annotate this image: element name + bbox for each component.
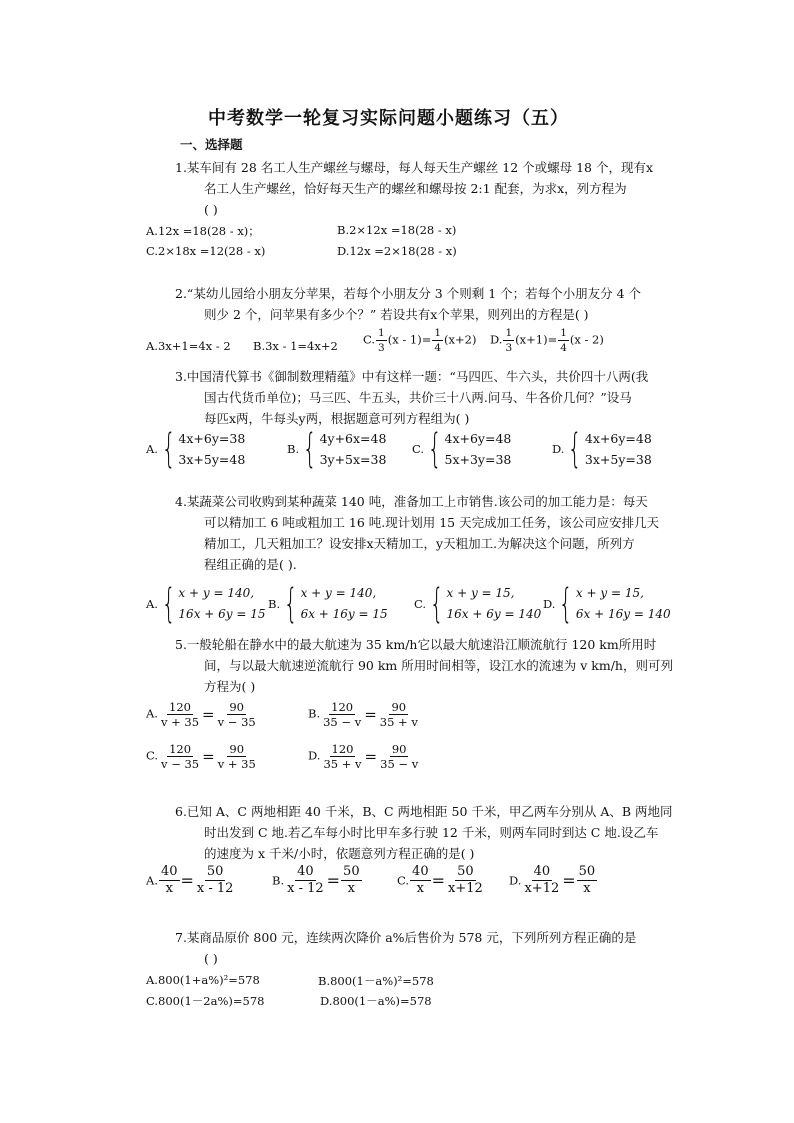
q5-option-a: A. $\frac{120}{v + 35}$ = $\frac{90}{v - 35}$ bbox=[146, 700, 256, 729]
section-heading: 一、选择题 bbox=[180, 137, 243, 152]
q3-line-1: 3.中国清代算书《御制数理精蕴》中有这样一题：“马四匹、牛六头，共价四十八两(我 bbox=[175, 369, 649, 384]
q6-option-b: B. $\frac{40}{x - 12}$ = $\frac{50}{x}$ bbox=[272, 864, 360, 896]
q3-line-2: 国古代货币单位)；马三匹、牛五头，共价三十八两.问马、牛各价几何？”设马 bbox=[204, 390, 632, 405]
q5-option-b: B. $\frac{120}{35 - v}$ = $\frac{90}{35 + v}$ bbox=[308, 700, 418, 729]
q7-option-a: A.800(1+a%)²=578 bbox=[146, 973, 260, 987]
q7-line-2: ( ) bbox=[204, 951, 218, 966]
q6-c-frac-2: $\frac{50}{x+12}$ bbox=[448, 864, 483, 896]
q3-d-eq-1: 4x+6y=48 bbox=[584, 431, 652, 446]
q3-option-d: D. { 4x+6y=48 3x+5y=38 bbox=[552, 426, 652, 472]
q3-option-c: C. { 4x+6y=48 5x+3y=38 bbox=[412, 426, 512, 472]
q3-b-eq-2: 3y+5x=38 bbox=[319, 452, 387, 467]
q5-line-2: 间，与以最大航速逆流航行 90 km 所用时间相等，设江水的流速为 v km/h，则可列 bbox=[204, 658, 673, 673]
q2-d-mid: (x+1)= bbox=[515, 332, 558, 347]
q1-line-2: 名工人生产螺丝，恰好每天生产的螺丝和螺母按 2:1 配套，为求x，列方程为 bbox=[204, 181, 627, 196]
q3-option-b: B. { 4y+6x=48 3y+5x=38 bbox=[287, 426, 387, 472]
q5-b-frac-2: $\frac{90}{35 + v}$ bbox=[379, 700, 418, 729]
q5-a-frac-1: $\frac{120}{v + 35}$ bbox=[160, 700, 200, 729]
q2-d-frac-1: $\frac{1}{3}$ bbox=[505, 327, 513, 354]
q3-a-eq-2: 3x+5y=48 bbox=[178, 452, 246, 467]
q1-line-1: 1.某车间有 28 名工人生产螺丝与螺母，每人每天生产螺丝 12 个或螺母 18 个，现有x bbox=[175, 160, 654, 175]
q2-c-label: C. bbox=[363, 332, 376, 347]
q2-c-mid: (x - 1)= bbox=[387, 332, 432, 347]
q4-option-b: B. { x + y = 140, 6x + 16y = 15 bbox=[268, 581, 388, 627]
q4-option-d: D. { x + y = 15, 6x + 16y = 140 bbox=[543, 581, 671, 627]
q6-option-c: C. $\frac{40}{x}$ = $\frac{50}{x+12}$ bbox=[397, 864, 483, 896]
q2-c-tail: (x+2) bbox=[444, 332, 477, 347]
q3-d-eq-2: 3x+5y=38 bbox=[584, 452, 652, 467]
q2-line-1: 2.“某幼儿园给小朋友分苹果，若每个小朋友分 3 个则剩 1 个；若每个小朋友分 4 个 bbox=[175, 286, 642, 301]
q2-c-frac-2: $\frac{1}{4}$ bbox=[434, 327, 442, 354]
q3-b-eq-1: 4y+6x=48 bbox=[319, 431, 387, 446]
q1-line-3: ( ) bbox=[204, 202, 218, 217]
q5-option-d: D. $\frac{120}{35 + v}$ = $\frac{90}{35 - v}$ bbox=[308, 742, 419, 771]
q3-a-eq-1: 4x+6y=38 bbox=[178, 431, 246, 446]
q7-line-1: 7.某商品原价 800 元，连续两次降价 a%后售价为 578 元，下列所列方程正确的是 bbox=[175, 930, 637, 945]
q3-line-3: 每匹x两，牛每头y两，根据题意可列方程组为( ) bbox=[204, 411, 470, 426]
q4-line-3: 精加工，几天粗加工？设安排x天精加工，y天粗加工.为解决这个问题，所列方 bbox=[204, 536, 635, 551]
q2-option-c bbox=[363, 326, 476, 355]
q1-option-c: C.2×18x =12(28 - x) bbox=[146, 244, 266, 258]
q4-line-1: 4.某蔬菜公司收购到某种蔬菜 140 吨，准备加工上市销售.该公司的加工能力是：每天 bbox=[175, 494, 648, 509]
q2-line-2: 则少 2 个，问苹果有多少个？” 若设共有x个苹果，则列出的方程是( ) bbox=[204, 307, 589, 322]
q2-option-a: A.3x+1=4x - 2 bbox=[146, 339, 231, 353]
q6-a-frac-1: $\frac{40}{x}$ bbox=[160, 864, 178, 896]
q7-option-b: B.800(1－a%)²=578 bbox=[318, 974, 434, 988]
q6-c-frac-1: $\frac{40}{x}$ bbox=[412, 864, 429, 896]
q5-option-c: C. $\frac{120}{v - 35}$ = $\frac{90}{v + 35}$ bbox=[146, 742, 256, 771]
q4-option-a: A. { x + y = 140, 16x + 6y = 15 bbox=[146, 581, 266, 627]
q4-c-eq-1: x + y = 15, bbox=[446, 586, 515, 600]
q2-c-frac-1: $\frac{1}{3}$ bbox=[378, 327, 385, 354]
q2-d-tail: (x - 2) bbox=[569, 332, 604, 347]
q5-line-1: 5.一般轮船在静水中的最大航速为 35 km/h它以最大航速沿江顺流航行 120 km所用时 bbox=[175, 637, 657, 652]
q6-b-frac-1: $\frac{40}{x - 12}$ bbox=[287, 864, 324, 896]
q5-c-frac-2: $\frac{90}{v + 35}$ bbox=[217, 742, 256, 771]
q6-b-frac-2: $\frac{50}{x}$ bbox=[343, 864, 360, 896]
q5-line-3: 方程为( ) bbox=[204, 679, 256, 694]
q4-d-eq-1: x + y = 15, bbox=[575, 586, 644, 600]
q6-a-frac-2: $\frac{50}{x - 12}$ bbox=[196, 864, 234, 896]
q5-c-frac-1: $\frac{120}{v - 35}$ bbox=[161, 742, 200, 771]
q5-b-frac-1: $\frac{120}{35 - v}$ bbox=[323, 700, 362, 729]
q2-d-frac-2: $\frac{1}{4}$ bbox=[560, 327, 567, 354]
q5-d-frac-1: $\frac{120}{35 + v}$ bbox=[323, 742, 362, 771]
q5-a-frac-2: $\frac{90}{v - 35}$ bbox=[217, 700, 256, 729]
q3-option-a: A. { 4x+6y=38 3x+5y=48 bbox=[146, 426, 246, 472]
q1-option-d: D.12x =2×18(28 - x) bbox=[337, 244, 457, 258]
q4-a-eq-1: x + y = 140, bbox=[178, 586, 255, 600]
q4-b-eq-2: 6x + 16y = 15 bbox=[300, 607, 388, 621]
page-title: 中考数学一轮复习实际问题小题练习（五） bbox=[208, 108, 569, 129]
q6-d-frac-1: $\frac{40}{x+12}$ bbox=[524, 864, 560, 896]
q4-line-4: 程组正确的是( ). bbox=[204, 557, 297, 572]
q1-option-a: A.12x =18(28 - x)； bbox=[146, 224, 260, 238]
q4-a-eq-2: 16x + 6y = 15 bbox=[178, 607, 266, 621]
q2-option-b: B.3x - 1=4x+2 bbox=[253, 339, 338, 353]
q6-line-3: 的速度为 x 千米/小时，依题意列方程正确的是( ) bbox=[204, 846, 475, 861]
q6-line-1: 6.已知 A、C 两地相距 40 千米，B、C 两地相距 50 千米，甲乙两车分别从 A、B 两地同 bbox=[175, 804, 673, 819]
q7-option-c: C.800(1－2a%)=578 bbox=[146, 994, 265, 1008]
q2-option-d bbox=[490, 326, 604, 355]
q5-d-frac-2: $\frac{90}{35 - v}$ bbox=[380, 742, 419, 771]
q6-d-frac-2: $\frac{50}{x}$ bbox=[578, 864, 596, 896]
q3-c-eq-2: 5x+3y=38 bbox=[444, 452, 512, 467]
q4-option-c: C. { x + y = 15, 16x + 6y = 140 bbox=[414, 581, 542, 627]
q6-option-d: D. $\frac{40}{x+12}$ = $\frac{50}{x}$ bbox=[509, 864, 596, 896]
q6-line-2: 时出发到 C 地.若乙车每小时比甲车多行驶 12 千米，则两车同时到达 C 地.设乙车 bbox=[204, 825, 659, 840]
q7-option-d: D.800(1－a%)=578 bbox=[320, 994, 432, 1008]
q6-option-a: A. $\frac{40}{x}$ = $\frac{50}{x - 12}$ bbox=[146, 864, 234, 896]
q4-c-eq-2: 16x + 6y = 140 bbox=[446, 607, 542, 621]
q1-option-b: B.2×12x =18(28 - x) bbox=[337, 223, 457, 237]
q4-line-2: 可以精加工 6 吨或粗加工 16 吨.现计划用 15 天完成加工任务，该公司应安排几天 bbox=[204, 515, 660, 530]
q4-b-eq-1: x + y = 140, bbox=[300, 586, 377, 600]
q2-d-label: D. bbox=[490, 332, 503, 347]
q4-d-eq-2: 6x + 16y = 140 bbox=[575, 607, 671, 621]
q3-c-eq-1: 4x+6y=48 bbox=[444, 431, 512, 446]
